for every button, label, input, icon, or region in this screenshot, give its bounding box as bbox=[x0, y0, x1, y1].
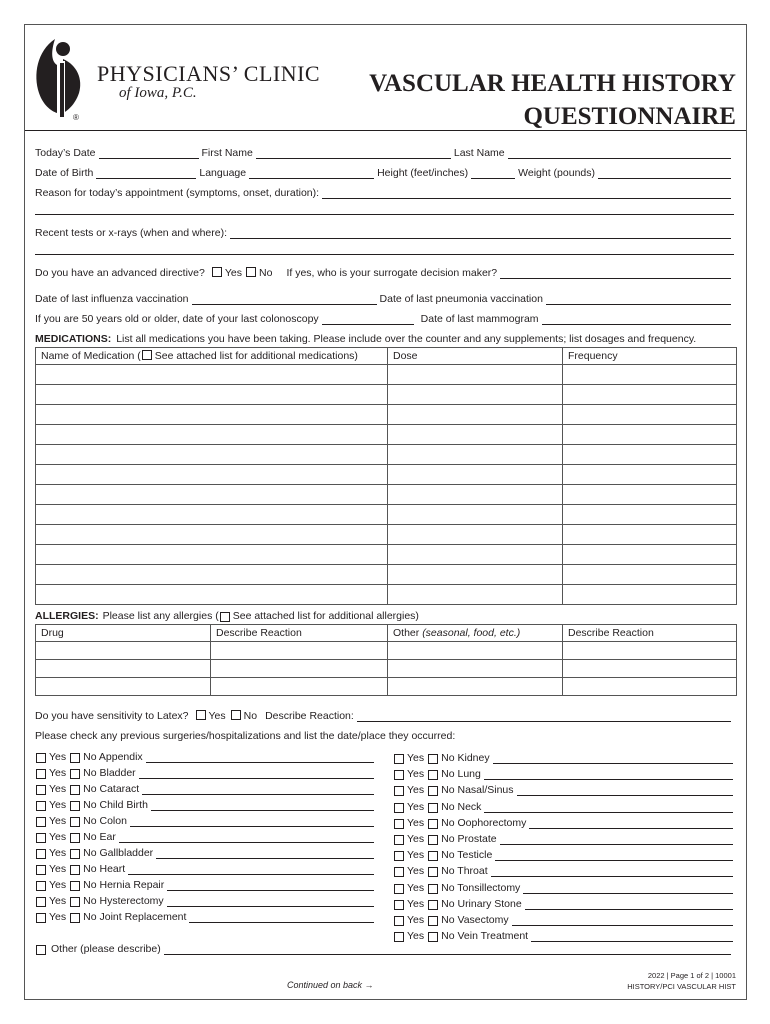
medication-row bbox=[36, 365, 737, 385]
medications-instructions: List all medications you have been taking. Please include over the counter and any supplements; list dosages and frequency. bbox=[116, 333, 697, 345]
latex-question: Do you have sensitivity to Latex? bbox=[35, 710, 189, 722]
drug-header: Drug bbox=[36, 625, 211, 642]
surgeries-instructions-row bbox=[35, 726, 734, 742]
surgery-item-label: No Nasal/Sinus bbox=[441, 784, 514, 797]
surgery-no-checkbox[interactable] bbox=[428, 819, 438, 829]
dob-field[interactable] bbox=[96, 166, 196, 179]
dose-cell[interactable] bbox=[388, 585, 563, 605]
surgery-date-place-field[interactable] bbox=[156, 846, 374, 859]
surgery-date-place-field[interactable] bbox=[495, 848, 733, 861]
frequency-cell[interactable] bbox=[563, 585, 737, 605]
allergy-row bbox=[36, 660, 737, 678]
surgery-no-checkbox[interactable] bbox=[428, 884, 438, 894]
surgery-date-place-field[interactable] bbox=[167, 878, 374, 891]
surgery-yes-label: Yes bbox=[407, 768, 425, 781]
drug-reaction-cell[interactable] bbox=[211, 678, 388, 696]
header-divider bbox=[25, 130, 746, 131]
medication-row bbox=[36, 405, 737, 425]
frequency-cell[interactable] bbox=[563, 565, 737, 585]
dose-cell[interactable] bbox=[388, 565, 563, 585]
surgery-date-place-field[interactable] bbox=[167, 894, 374, 907]
surgery-item-right bbox=[393, 880, 736, 894]
surgery-yes-checkbox[interactable] bbox=[36, 753, 46, 763]
surgery-item-right bbox=[393, 815, 736, 829]
surgery-yes-checkbox[interactable] bbox=[36, 785, 46, 795]
mammogram-label: Date of last mammogram bbox=[420, 313, 539, 325]
page-info: 2022 | Page 1 of 2 | 10001 bbox=[647, 971, 736, 980]
surgery-date-place-field[interactable] bbox=[484, 800, 733, 813]
surgery-date-place-field[interactable] bbox=[523, 881, 733, 894]
surrogate-field[interactable] bbox=[500, 266, 731, 279]
surgery-yes-label: Yes bbox=[49, 783, 67, 795]
surgery-item-right bbox=[393, 847, 736, 861]
latex-describe-label: Describe Reaction: bbox=[265, 710, 354, 722]
row-demographics bbox=[35, 163, 734, 179]
clinic-subtitle: of Iowa, P.C. bbox=[119, 85, 197, 101]
surgery-item-label: No Bladder bbox=[83, 767, 136, 779]
surgery-item-left bbox=[35, 861, 377, 875]
form-id: HISTORY/PCI VASCULAR HIST bbox=[627, 982, 736, 991]
recent-tests-field[interactable] bbox=[230, 226, 731, 239]
medications-heading bbox=[35, 329, 734, 345]
surgery-yes-label: Yes bbox=[407, 897, 425, 910]
frequency-header: Frequency bbox=[563, 348, 737, 365]
surgery-item-left bbox=[35, 845, 377, 859]
surgery-date-place-field[interactable] bbox=[484, 767, 733, 780]
allergies-instr-prefix: Please list any allergies ( bbox=[102, 610, 219, 622]
clinic-logo-icon bbox=[33, 35, 93, 130]
surgery-date-place-field[interactable] bbox=[142, 782, 374, 795]
surgery-no-checkbox[interactable] bbox=[70, 833, 80, 843]
medication-name-header: Name of Medication ( See attached list for additional medications) bbox=[36, 348, 388, 365]
surgery-item-left bbox=[35, 749, 377, 763]
directive-no-label: No bbox=[259, 267, 273, 279]
latex-yes-checkbox[interactable] bbox=[196, 710, 206, 720]
surgery-item-right bbox=[393, 766, 736, 780]
other-allergy-cell[interactable] bbox=[388, 678, 563, 696]
surgery-item-left bbox=[35, 909, 377, 923]
row-latex bbox=[35, 706, 734, 722]
surgery-yes-checkbox[interactable] bbox=[394, 867, 404, 877]
medications-table bbox=[35, 347, 737, 605]
dose-cell[interactable] bbox=[388, 525, 563, 545]
medication-name-cell[interactable] bbox=[36, 525, 388, 545]
row-recent-tests bbox=[35, 223, 734, 239]
allergies-heading bbox=[35, 606, 734, 622]
surgery-date-place-field[interactable] bbox=[525, 897, 733, 910]
registered-mark: ® bbox=[73, 113, 79, 122]
surgery-yes-checkbox[interactable] bbox=[394, 916, 404, 926]
surgery-item-left bbox=[35, 829, 377, 843]
medication-row bbox=[36, 545, 737, 565]
todays-date-field[interactable] bbox=[99, 146, 199, 159]
medication-row bbox=[36, 445, 737, 465]
surgery-item-label: No Vasectomy bbox=[441, 914, 509, 926]
reason-field-line-2[interactable] bbox=[35, 202, 734, 215]
surgery-item-label: No Gallbladder bbox=[83, 847, 154, 859]
latex-yes-label: Yes bbox=[208, 710, 226, 722]
surgery-yes-checkbox[interactable] bbox=[36, 881, 46, 891]
surgery-item-left bbox=[35, 781, 377, 795]
surgery-yes-checkbox[interactable] bbox=[36, 865, 46, 875]
medication-row bbox=[36, 385, 737, 405]
clinic-name-block bbox=[97, 61, 320, 102]
surgery-yes-checkbox[interactable] bbox=[36, 801, 46, 811]
latex-no-checkbox[interactable] bbox=[231, 710, 241, 720]
surgery-item-label: No Cataract bbox=[83, 783, 140, 795]
surgery-yes-label: Yes bbox=[407, 914, 425, 926]
first-name-label: First Name bbox=[201, 147, 253, 159]
surgery-no-checkbox[interactable] bbox=[70, 785, 80, 795]
surgery-yes-label: Yes bbox=[49, 767, 67, 779]
dose-cell[interactable] bbox=[388, 445, 563, 465]
title-line-2: QUESTIONNAIRE bbox=[523, 103, 736, 130]
surgery-other-field[interactable] bbox=[164, 942, 731, 955]
surgery-yes-label: Yes bbox=[407, 784, 425, 797]
surgery-yes-checkbox[interactable] bbox=[36, 897, 46, 907]
frequency-cell[interactable] bbox=[563, 465, 737, 485]
drug-cell[interactable] bbox=[36, 678, 211, 696]
dose-cell[interactable] bbox=[388, 465, 563, 485]
surgery-item-label: No Neck bbox=[441, 800, 482, 813]
other-reaction-cell[interactable] bbox=[563, 642, 737, 660]
surgery-yes-label: Yes bbox=[49, 911, 67, 923]
medication-name-cell[interactable] bbox=[36, 445, 388, 465]
medication-row bbox=[36, 565, 737, 585]
surgery-no-checkbox[interactable] bbox=[70, 897, 80, 907]
surgery-yes-label: Yes bbox=[49, 847, 67, 859]
surgery-item-label: No Appendix bbox=[83, 751, 143, 763]
surgery-item-right bbox=[393, 863, 736, 877]
recent-tests-label: Recent tests or x-rays (when and where): bbox=[35, 227, 227, 239]
medication-row bbox=[36, 465, 737, 485]
surgery-yes-label: Yes bbox=[49, 879, 67, 891]
form-footer-info bbox=[627, 970, 736, 992]
surgery-item-right bbox=[393, 782, 736, 796]
clinic-name: PHYSICIANS’ CLINIC bbox=[97, 61, 321, 86]
dose-cell[interactable] bbox=[388, 505, 563, 525]
first-name-field[interactable] bbox=[256, 146, 451, 159]
surgery-date-place-field[interactable] bbox=[189, 910, 374, 923]
surgery-no-checkbox[interactable] bbox=[428, 900, 438, 910]
surgery-date-place-field[interactable] bbox=[151, 798, 374, 811]
form-page bbox=[24, 24, 747, 1000]
language-label: Language bbox=[199, 167, 247, 179]
surgery-yes-checkbox[interactable] bbox=[394, 770, 404, 780]
surgery-no-checkbox[interactable] bbox=[70, 881, 80, 891]
surgery-date-place-field[interactable] bbox=[512, 913, 733, 926]
surgery-item-right bbox=[393, 896, 736, 910]
surgery-no-checkbox[interactable] bbox=[70, 801, 80, 811]
other-reaction-cell[interactable] bbox=[563, 660, 737, 678]
frequency-cell[interactable] bbox=[563, 485, 737, 505]
surgery-yes-checkbox[interactable] bbox=[36, 833, 46, 843]
medication-name-cell[interactable] bbox=[36, 465, 388, 485]
surgery-item-left bbox=[35, 813, 377, 827]
surgery-yes-checkbox[interactable] bbox=[36, 769, 46, 779]
surgery-yes-checkbox[interactable] bbox=[36, 849, 46, 859]
surgery-date-place-field[interactable] bbox=[491, 864, 733, 877]
directive-label: Do you have an advanced directive? bbox=[35, 267, 205, 279]
surgery-no-checkbox[interactable] bbox=[70, 913, 80, 923]
last-name-field[interactable] bbox=[508, 146, 731, 159]
surgery-item-left bbox=[35, 765, 377, 779]
surgery-yes-checkbox[interactable] bbox=[36, 817, 46, 827]
surgery-item-label: No Lung bbox=[441, 768, 481, 781]
surgery-yes-checkbox[interactable] bbox=[394, 803, 404, 813]
medication-name-cell[interactable] bbox=[36, 425, 388, 445]
frequency-cell[interactable] bbox=[563, 385, 737, 405]
frequency-cell[interactable] bbox=[563, 445, 737, 465]
surgery-item-label: No Tonsillectomy bbox=[441, 881, 521, 894]
surgery-yes-checkbox[interactable] bbox=[394, 900, 404, 910]
directive-yes-checkbox[interactable] bbox=[212, 267, 222, 277]
surgery-item-left bbox=[35, 877, 377, 891]
weight-field[interactable] bbox=[598, 166, 731, 179]
pneumonia-field[interactable] bbox=[546, 292, 731, 305]
surgery-item-label: No Colon bbox=[83, 815, 127, 827]
other-allergy-cell[interactable] bbox=[388, 660, 563, 678]
surgery-yes-label: Yes bbox=[407, 849, 425, 862]
drug-reaction-header: Describe Reaction bbox=[211, 625, 388, 642]
surgery-item-label: No Heart bbox=[83, 863, 126, 875]
surgery-item-label: No Hernia Repair bbox=[83, 879, 165, 891]
medication-name-cell[interactable] bbox=[36, 485, 388, 505]
surgery-yes-label: Yes bbox=[49, 751, 67, 763]
surgery-other-label: Other (please describe) bbox=[51, 943, 161, 955]
surgery-yes-checkbox[interactable] bbox=[394, 884, 404, 894]
surgery-yes-label: Yes bbox=[49, 831, 67, 843]
other-allergy-header: Other (seasonal, food, etc.) bbox=[388, 625, 563, 642]
surgery-yes-label: Yes bbox=[49, 815, 67, 827]
surgery-date-place-field[interactable] bbox=[130, 814, 374, 827]
frequency-cell[interactable] bbox=[563, 425, 737, 445]
surgery-yes-checkbox[interactable] bbox=[394, 819, 404, 829]
surgery-item-label: No Hysterectomy bbox=[83, 895, 164, 907]
surgery-no-checkbox[interactable] bbox=[70, 865, 80, 875]
surrogate-label: If yes, who is your surrogate decision maker? bbox=[286, 267, 498, 279]
surgery-yes-label: Yes bbox=[49, 863, 67, 875]
medication-name-cell[interactable] bbox=[36, 365, 388, 385]
dose-cell[interactable] bbox=[388, 485, 563, 505]
colonoscopy-label: If you are 50 years old or older, date of your last colonoscopy bbox=[35, 313, 319, 325]
surgery-date-place-field[interactable] bbox=[529, 816, 733, 829]
mammogram-field[interactable] bbox=[542, 312, 731, 325]
surgery-yes-label: Yes bbox=[407, 930, 425, 943]
allergies-table bbox=[35, 624, 737, 696]
surgery-no-checkbox[interactable] bbox=[428, 867, 438, 877]
surgery-no-checkbox[interactable] bbox=[428, 786, 438, 796]
colonoscopy-field[interactable] bbox=[322, 312, 414, 325]
drug-reaction-cell[interactable] bbox=[211, 660, 388, 678]
surgery-no-checkbox[interactable] bbox=[70, 753, 80, 763]
surgery-item-left bbox=[35, 893, 377, 907]
title-line-1: VASCULAR HEALTH HISTORY bbox=[369, 70, 736, 97]
surgery-yes-label: Yes bbox=[407, 800, 425, 813]
surgeries-instructions: Please check any previous surgeries/hospitalizations and list the date/place they occurred: bbox=[35, 730, 456, 742]
surgery-yes-checkbox[interactable] bbox=[394, 754, 404, 764]
row-names bbox=[35, 143, 734, 159]
medication-name-cell[interactable] bbox=[36, 385, 388, 405]
surgery-date-place-field[interactable] bbox=[493, 751, 733, 764]
medication-row bbox=[36, 485, 737, 505]
surgery-no-checkbox[interactable] bbox=[428, 770, 438, 780]
medication-name-cell[interactable] bbox=[36, 405, 388, 425]
attached-allergies-checkbox[interactable] bbox=[220, 612, 230, 622]
surgery-date-place-field[interactable] bbox=[128, 862, 374, 875]
surgery-item-label: No Urinary Stone bbox=[441, 897, 522, 910]
surgery-item-label: No Vein Treatment bbox=[441, 930, 529, 943]
surgery-item-right bbox=[393, 912, 736, 926]
surgery-date-place-field[interactable] bbox=[139, 766, 374, 779]
surgery-item-left bbox=[35, 797, 377, 811]
surgery-yes-label: Yes bbox=[407, 752, 425, 764]
todays-date-label: Today’s Date bbox=[35, 147, 96, 159]
allergy-row bbox=[36, 642, 737, 660]
surgery-no-checkbox[interactable] bbox=[428, 835, 438, 845]
language-field[interactable] bbox=[249, 166, 374, 179]
surgery-date-place-field[interactable] bbox=[517, 783, 733, 796]
drug-cell[interactable] bbox=[36, 660, 211, 678]
surgery-no-checkbox[interactable] bbox=[70, 849, 80, 859]
medications-label: MEDICATIONS: bbox=[35, 333, 112, 345]
attached-meds-checkbox[interactable] bbox=[142, 350, 152, 360]
surgery-item-label: No Testicle bbox=[441, 849, 493, 862]
row-reason bbox=[35, 183, 734, 199]
surgery-item-label: No Child Birth bbox=[83, 799, 148, 811]
reason-field[interactable] bbox=[322, 186, 731, 199]
dose-cell[interactable] bbox=[388, 545, 563, 565]
frequency-cell[interactable] bbox=[563, 545, 737, 565]
surgery-item-right bbox=[393, 799, 736, 813]
last-name-label: Last Name bbox=[453, 147, 505, 159]
surgery-item-label: No Prostate bbox=[441, 833, 497, 845]
allergies-label: ALLERGIES: bbox=[35, 610, 99, 622]
surgery-no-checkbox[interactable] bbox=[70, 817, 80, 827]
surgery-date-place-field[interactable] bbox=[500, 832, 733, 845]
surgery-no-checkbox[interactable] bbox=[428, 916, 438, 926]
row-screenings bbox=[35, 309, 734, 325]
surgery-item-right bbox=[393, 750, 736, 764]
dose-cell[interactable] bbox=[388, 425, 563, 445]
allergy-row bbox=[36, 678, 737, 696]
directive-yes-label: Yes bbox=[224, 267, 243, 279]
recent-tests-field-line-2[interactable] bbox=[35, 242, 734, 255]
height-label: Height (feet/inches) bbox=[377, 167, 469, 179]
surgery-other-row bbox=[35, 941, 734, 955]
surgery-yes-checkbox[interactable] bbox=[36, 913, 46, 923]
medication-name-cell[interactable] bbox=[36, 505, 388, 525]
surgery-item-label: No Kidney bbox=[441, 752, 490, 764]
latex-reaction-field[interactable] bbox=[357, 709, 731, 722]
surgery-yes-label: Yes bbox=[407, 816, 425, 829]
reason-label: Reason for today’s appointment (symptoms, onset, duration): bbox=[35, 187, 320, 199]
surgery-no-checkbox[interactable] bbox=[428, 851, 438, 861]
frequency-cell[interactable] bbox=[563, 365, 737, 385]
medication-row bbox=[36, 525, 737, 545]
surgery-item-label: No Throat bbox=[441, 865, 488, 878]
latex-no-label: No bbox=[243, 710, 258, 722]
other-reaction-cell[interactable] bbox=[563, 678, 737, 696]
surgery-no-checkbox[interactable] bbox=[428, 754, 438, 764]
pneumonia-label: Date of last pneumonia vaccination bbox=[379, 293, 543, 305]
surgery-yes-checkbox[interactable] bbox=[394, 786, 404, 796]
dose-header: Dose bbox=[388, 348, 563, 365]
surgery-item-label: No Joint Replacement bbox=[83, 911, 187, 923]
dose-cell[interactable] bbox=[388, 365, 563, 385]
surgery-date-place-field[interactable] bbox=[146, 750, 374, 763]
form-title bbox=[369, 67, 736, 133]
medication-row bbox=[36, 585, 737, 605]
drug-reaction-cell[interactable] bbox=[211, 642, 388, 660]
dob-label: Date of Birth bbox=[35, 167, 94, 179]
surgery-date-place-field[interactable] bbox=[119, 830, 374, 843]
surgery-yes-checkbox[interactable] bbox=[394, 835, 404, 845]
drug-cell[interactable] bbox=[36, 642, 211, 660]
surgery-no-checkbox[interactable] bbox=[70, 769, 80, 779]
frequency-cell[interactable] bbox=[563, 525, 737, 545]
dose-cell[interactable] bbox=[388, 385, 563, 405]
surgery-other-checkbox[interactable] bbox=[36, 945, 46, 955]
weight-label: Weight (pounds) bbox=[518, 167, 595, 179]
medication-row bbox=[36, 425, 737, 445]
flu-field[interactable] bbox=[192, 292, 377, 305]
medications-header-row bbox=[36, 348, 737, 365]
medication-name-cell[interactable] bbox=[36, 545, 388, 565]
row-directive bbox=[35, 263, 734, 279]
surgery-yes-label: Yes bbox=[407, 881, 425, 894]
medication-name-cell[interactable] bbox=[36, 585, 388, 605]
surgery-yes-label: Yes bbox=[49, 799, 67, 811]
row-vaccinations bbox=[35, 289, 734, 305]
allergies-instr-suffix: See attached list for additional allergies) bbox=[232, 610, 419, 622]
surgery-yes-label: Yes bbox=[407, 833, 425, 845]
flu-label: Date of last influenza vaccination bbox=[35, 293, 189, 305]
height-field[interactable] bbox=[471, 166, 515, 179]
frequency-cell[interactable] bbox=[563, 505, 737, 525]
surgery-item-right bbox=[393, 831, 736, 845]
surgery-yes-checkbox[interactable] bbox=[394, 851, 404, 861]
surgery-item-label: No Ear bbox=[83, 831, 116, 843]
directive-no-checkbox[interactable] bbox=[246, 267, 256, 277]
frequency-cell[interactable] bbox=[563, 405, 737, 425]
surgery-no-checkbox[interactable] bbox=[428, 803, 438, 813]
surgery-yes-label: Yes bbox=[49, 895, 67, 907]
medication-name-cell[interactable] bbox=[36, 565, 388, 585]
allergies-header-row bbox=[36, 625, 737, 642]
other-allergy-cell[interactable] bbox=[388, 642, 563, 660]
medication-row bbox=[36, 505, 737, 525]
continued-note: Continued on back → bbox=[287, 980, 374, 990]
other-reaction-header: Describe Reaction bbox=[563, 625, 737, 642]
surgery-item-label: No Oophorectomy bbox=[441, 816, 527, 829]
surgery-yes-label: Yes bbox=[407, 865, 425, 878]
dose-cell[interactable] bbox=[388, 405, 563, 425]
